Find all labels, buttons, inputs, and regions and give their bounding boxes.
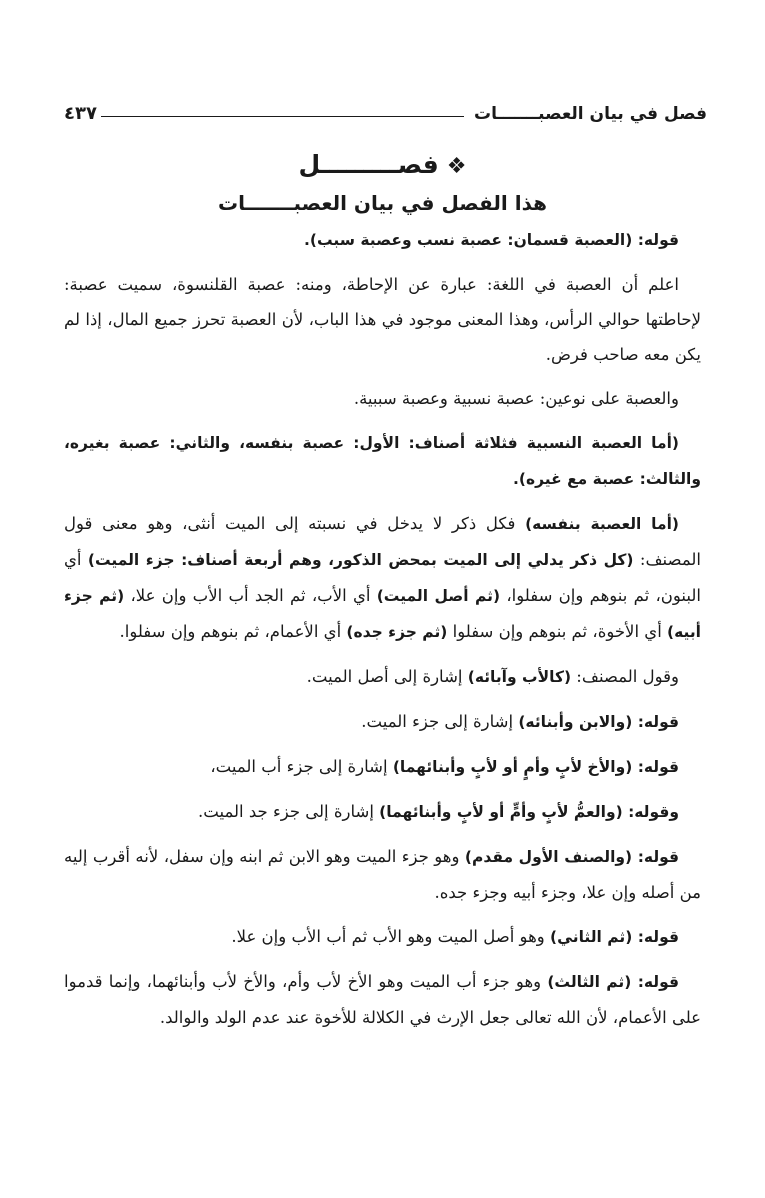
body-text (64, 222, 701, 1044)
bold-text: (كل ذكر يدلي إلى الميت بمحض الذكور، وهم أربعة أصناف: جزء الميت) (87, 551, 634, 569)
text: أي الأخوة، ثم بنوهم وإن سفلوا (447, 622, 668, 641)
bold-text: قوله: (632, 928, 679, 946)
section-subheading: هذا الفصل في بيان العصبـــــــات (217, 191, 547, 215)
bold-text: (والعمُّ لأبٍ وأمٍّ أو لأبٍ وأبنائهما) (379, 803, 623, 821)
bold-text: (العصبة قسمان: عصبة نسب وعصبة سبب). (304, 231, 633, 249)
page-number: ٤٣٧ (64, 103, 97, 124)
text: أي الأب، ثم الجد أب الأب وإن علا، (124, 586, 377, 605)
paragraph (64, 222, 701, 258)
bold-text: (كالأب وآبائه) (467, 668, 572, 686)
paragraph (64, 425, 701, 497)
text: فكل ذكر لا يدخل في نسبته إلى الميت أنثى، وهو معنى قول المصنف: (64, 514, 701, 569)
paragraph (64, 794, 701, 830)
bold-text: (ثم أصل الميت) (376, 587, 501, 605)
bold-text: (ثم جزء جده) (346, 623, 448, 641)
section-heading-text: فصـــــــــل (298, 150, 439, 179)
bold-text: قوله: (632, 848, 680, 866)
running-header (64, 88, 707, 124)
text: وقول المصنف: (571, 667, 679, 686)
paragraph (64, 839, 701, 910)
bold-text: قوله: (631, 973, 679, 991)
bold-text: (ثم الثاني) (549, 928, 633, 946)
section-heading-block (0, 146, 765, 220)
paragraph (64, 659, 701, 695)
bold-text: قوله: (632, 231, 679, 249)
bold-text: وقوله: (622, 803, 679, 821)
text: وهو جزء الميت وهو الابن ثم ابنه وإن سفل، لأنه أقرب إليه من أصله وإن علا، وجزء أبيه وجزء جده. (64, 847, 701, 902)
bold-text: (والأخ لأبٍ وأمٍ أو لأبٍ وأبنائهما) (392, 758, 633, 776)
text: والعصبة على نوعين: عصبة نسبية وعصبة سببية. (353, 389, 679, 408)
bold-text: (والصنف الأول مقدم) (464, 848, 633, 866)
section-heading (0, 146, 765, 186)
text: إشارة إلى جزء جد الميت. (198, 802, 380, 821)
bold-text: (والابن وأبنائه) (518, 713, 633, 731)
paragraph (64, 267, 701, 372)
text: إشارة إلى جزء أب الميت، (210, 757, 393, 776)
paragraph (64, 749, 701, 785)
bold-text: (أما العصبة النسبية فثلاثة أصناف: الأول: عصبة بنفسه، والثاني: عصبة بغيره، والثالث: عصبة مع غيره). (64, 434, 701, 488)
paragraph (64, 919, 701, 955)
bold-text: قوله: (632, 758, 679, 776)
text: أي الأعمام، ثم بنوهم وإن سفلوا. (119, 622, 347, 641)
text: أي البنون، ثم بنوهم وإن سفلوا، (64, 550, 701, 605)
bold-text: (أما العصبة بنفسه) (525, 515, 679, 533)
running-title: فصل في بيان العصبـــــــات (474, 104, 707, 124)
paragraph (64, 381, 701, 416)
text: وهو جزء أب الميت وهو الأخ لأب وأم، والأخ لأب وأبنائهما، وإنما قدموا على الأعمام، لأن الله تعالى جعل الإرث في الكلالة للأخوة عند عدم الولد والوالد. (64, 972, 701, 1027)
bold-text: قوله: (632, 713, 679, 731)
paragraph (64, 704, 701, 740)
ornament-icon: ❖ (446, 154, 467, 179)
text: وهو أصل الميت وهو الأب ثم أب الأب وإن علا. (231, 927, 550, 946)
bold-text: (ثم الثالث) (547, 973, 632, 991)
paragraph (64, 964, 701, 1035)
header-rule (101, 116, 464, 117)
text: إشارة إلى جزء الميت. (361, 712, 519, 731)
paragraph (64, 506, 701, 650)
text: إشارة إلى أصل الميت. (306, 667, 468, 686)
text: اعلم أن العصبة في اللغة: عبارة عن الإحاطة، ومنه: عصبة القلنسوة، سميت عصبة: لإحاطتها حوالي الرأس، وهذا المعنى موجود في هذا الباب، لأن العصبة تحرز جميع المال، إذا لم يكن معه صاحب فرض. (64, 275, 701, 364)
bold-text: (ثم جزء أبيه) (64, 587, 701, 641)
